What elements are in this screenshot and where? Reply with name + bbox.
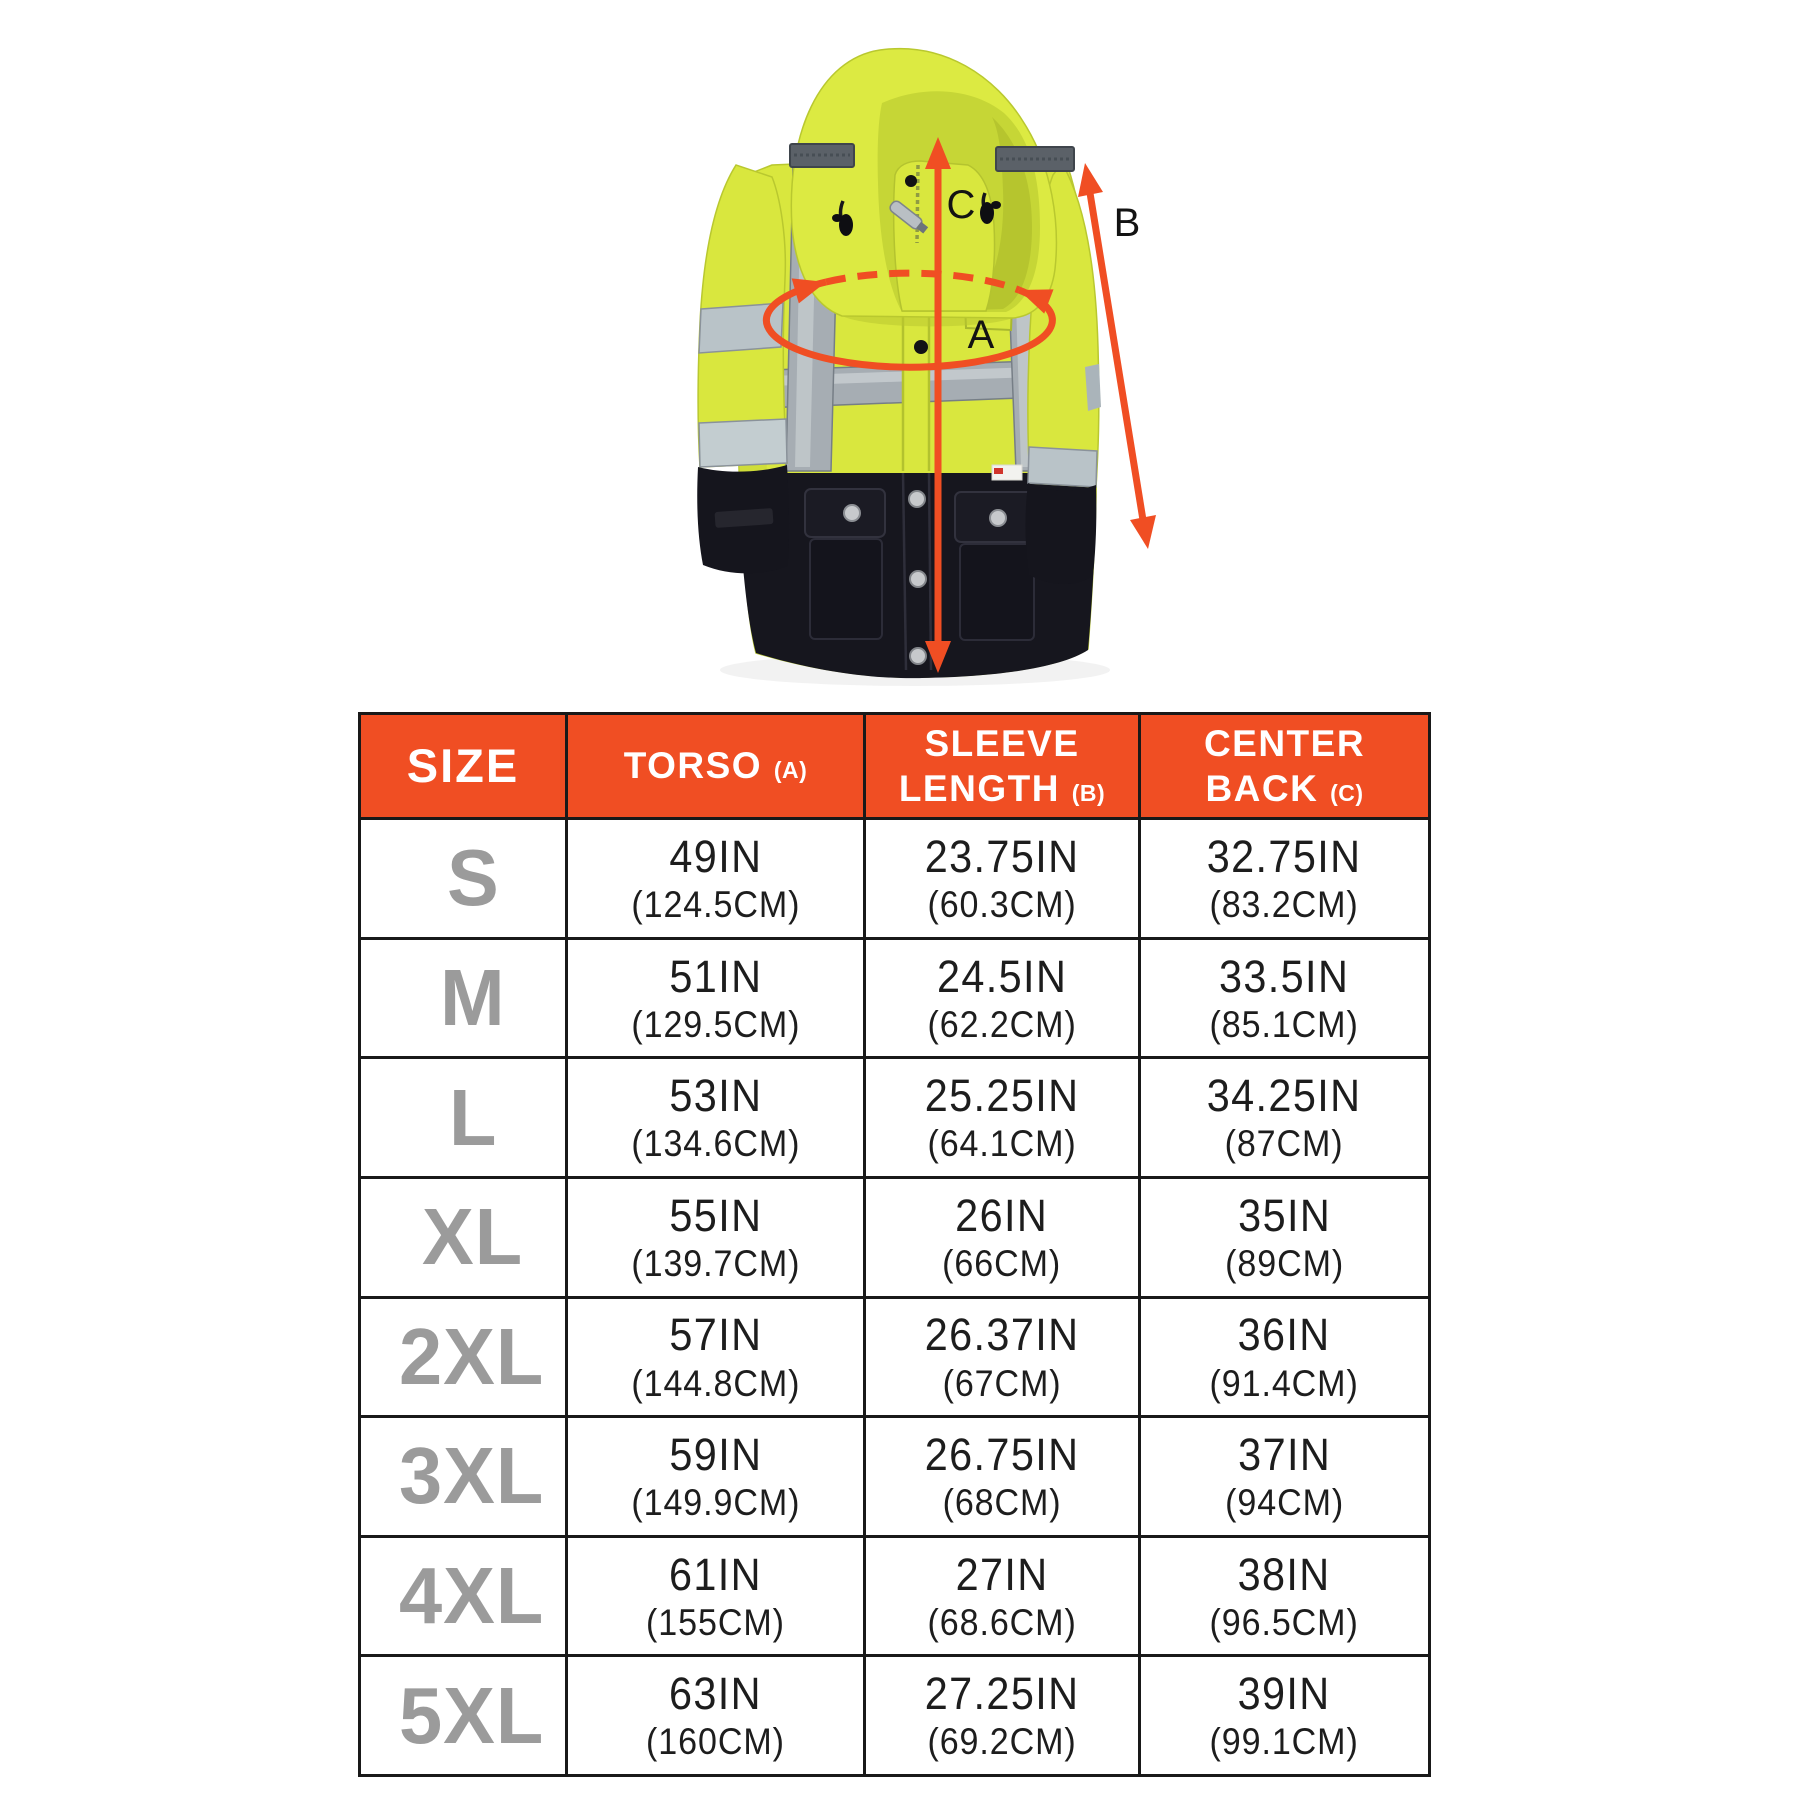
- size-cell: S: [360, 819, 567, 939]
- lower-pocket-left-body: [810, 539, 882, 639]
- sleeve-cell: 24.5IN (62.2CM): [865, 938, 1140, 1058]
- col-header-size: [360, 714, 567, 819]
- sleeve-left-cuff-band: [699, 419, 787, 467]
- table-row-2xl: [360, 1297, 1430, 1417]
- label-sleeve-b: B: [1113, 201, 1141, 245]
- col-header-sleeve: [865, 714, 1140, 819]
- center-back-cell: 33.5IN (85.1CM): [1140, 938, 1430, 1058]
- size-cell: M: [360, 938, 567, 1058]
- size-cell: L: [360, 1058, 567, 1178]
- table-row-3xl: [360, 1417, 1430, 1537]
- table-row-xl: [360, 1177, 1430, 1297]
- size-chart-table: [358, 712, 1431, 1777]
- sleeve-cell: 23.75IN (60.3CM): [865, 819, 1140, 939]
- center-back-cell: 32.75IN (83.2CM): [1140, 819, 1430, 939]
- header-sleeve-label-line2: LENGTH (B): [898, 768, 1106, 809]
- sleeve-cell: 27IN (68.6CM): [865, 1536, 1140, 1656]
- sleeve-cell: 27.25IN (69.2CM): [865, 1656, 1140, 1776]
- sleeve-cell: 25.25IN (64.1CM): [865, 1058, 1140, 1178]
- header-row: [360, 714, 1430, 819]
- brand-tag-logo: [994, 468, 1003, 474]
- size-cell: XL: [360, 1177, 567, 1297]
- center-back-cell: 37IN (94CM): [1140, 1417, 1430, 1537]
- torso-cell: 55IN (139.7CM): [567, 1177, 865, 1297]
- table-row-m: [360, 938, 1430, 1058]
- lower-pocket-left-snap: [844, 505, 860, 521]
- header-center-label-line1: CENTER: [1203, 722, 1366, 764]
- webbing-loop-right: [996, 147, 1074, 171]
- snap-button-black: [914, 340, 928, 354]
- size-cell: 4XL: [360, 1536, 567, 1656]
- sleeve-cell: 26.75IN (68CM): [865, 1417, 1140, 1537]
- jacket-illustration: [540, 15, 1280, 715]
- collar-snap: [905, 175, 917, 187]
- col-header-torso: [567, 714, 865, 819]
- header-torso-label: TORSO (A): [623, 745, 808, 787]
- size-cell: 2XL: [360, 1297, 567, 1417]
- center-back-cell: 34.25IN (87CM): [1140, 1058, 1430, 1178]
- torso-cell: 53IN (134.6CM): [567, 1058, 865, 1178]
- center-back-cell: 35IN (89CM): [1140, 1177, 1430, 1297]
- sleeve-arrowhead-top: [1078, 163, 1103, 197]
- table-row-l: [360, 1058, 1430, 1178]
- lower-pocket-right-body: [960, 544, 1034, 640]
- table-row-4xl: [360, 1536, 1430, 1656]
- center-back-cell: 39IN (99.1CM): [1140, 1656, 1430, 1776]
- label-center-back-c: C: [946, 183, 976, 227]
- torso-cell: 63IN (160CM): [567, 1656, 865, 1776]
- size-cell: 5XL: [360, 1656, 567, 1776]
- table-row-s: [360, 819, 1430, 939]
- placket-snap-2: [910, 571, 926, 587]
- sleeve-arrowhead-bottom: [1130, 515, 1156, 549]
- table-row-5xl: [360, 1656, 1430, 1776]
- center-back-cell: 36IN (91.4CM): [1140, 1297, 1430, 1417]
- sleeve-right-cuff-band: [1028, 447, 1097, 487]
- torso-cell: 49IN (124.5CM): [567, 819, 865, 939]
- size-chart-header: [360, 714, 1430, 819]
- torso-cell: 51IN (129.5CM): [567, 938, 865, 1058]
- sleeve-cell: 26.37IN (67CM): [865, 1297, 1140, 1417]
- webbing-loop-left: [790, 144, 854, 167]
- header-center-label-line2: BACK (C): [1205, 768, 1364, 809]
- lower-pocket-right-snap: [990, 510, 1006, 526]
- col-header-center-back: [1140, 714, 1430, 819]
- sleeve-cell: 26IN (66CM): [865, 1177, 1140, 1297]
- torso-cell: 57IN (144.8CM): [567, 1297, 865, 1417]
- torso-cell: 59IN (149.9CM): [567, 1417, 865, 1537]
- torso-cell: 61IN (155CM): [567, 1536, 865, 1656]
- placket-snap-1: [909, 491, 925, 507]
- header-sleeve-suffix: (B): [1071, 780, 1106, 806]
- header-size-label: SIZE: [406, 739, 520, 793]
- label-torso-a: A: [967, 313, 995, 357]
- sleeve-right-cuff: [1025, 483, 1096, 584]
- size-cell: 3XL: [360, 1417, 567, 1537]
- jacket-measurement-figure: [540, 15, 1280, 715]
- header-sleeve-label-line1: SLEEVE: [924, 722, 1080, 764]
- center-back-cell: 38IN (96.5CM): [1140, 1536, 1430, 1656]
- header-torso-suffix: (A): [773, 757, 808, 784]
- header-center-suffix: (C): [1330, 780, 1364, 806]
- placket-snap-3: [910, 648, 926, 664]
